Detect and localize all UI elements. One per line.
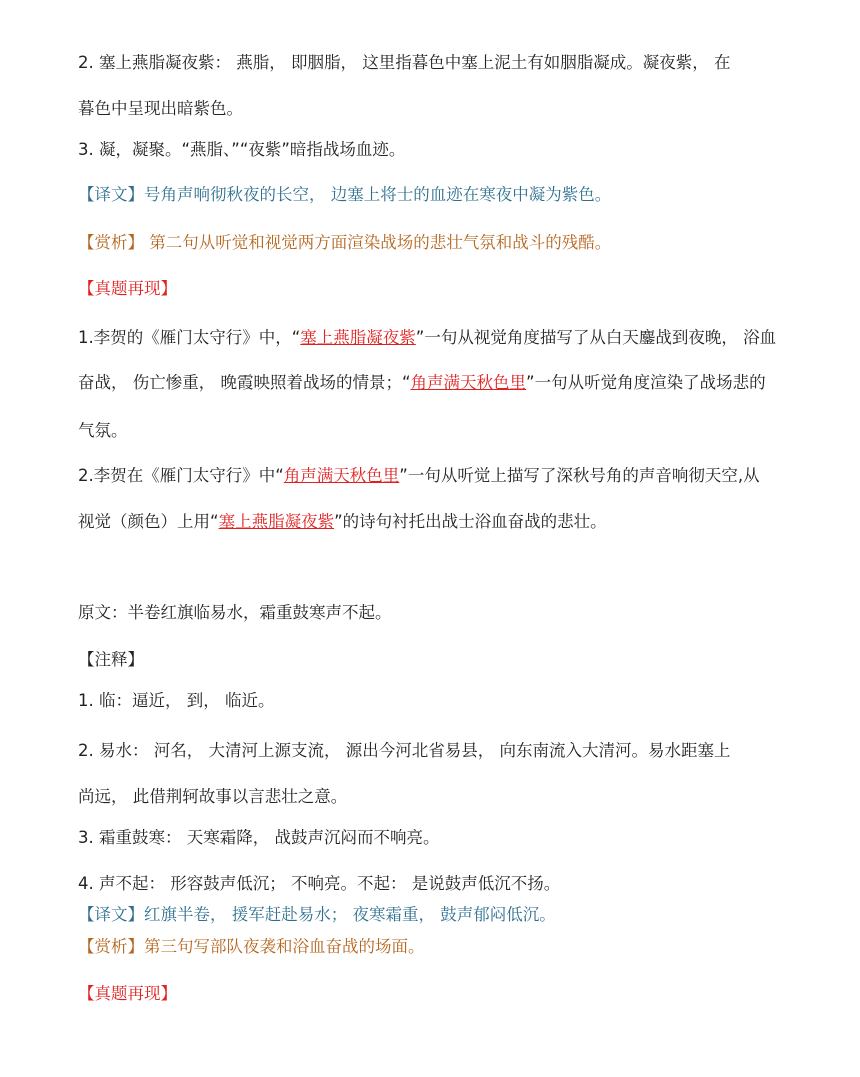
note-2b-line-2: 尚远， 此借荆轲故事以言悲壮之意。 <box>78 787 348 806</box>
q2-prefix: 2.李贺在《雁门太守行》中“ <box>78 466 284 485</box>
q2-line2-suffix: ”的诗句衬托出战士浴血奋战的悲壮。 <box>334 512 607 531</box>
q1-highlight-2: 角声满天秋色里 <box>410 373 527 392</box>
q1-highlight-1: 塞上燕脂凝夜紫 <box>300 328 416 347</box>
q1-line2-suffix: ”一句从听觉角度渲染了战场悲的 <box>526 373 766 392</box>
note-3: 3. 凝，凝聚。“燕脂、”“夜紫”暗指战场血迹。 <box>78 140 406 159</box>
note-2b-line-1: 2. 易水： 河名， 大清河上源支流， 源出今河北省易县， 向东南流入大清河。易水距塞上 <box>78 741 731 760</box>
exam-heading-2: 【真题再现】 <box>78 984 177 1003</box>
translation-1: 【译文】号角声响彻秋夜的长空， 边塞上将士的血迹在寒夜中凝为紫色。 <box>78 185 612 204</box>
analysis-2: 【赏析】第三句写部队夜袭和浴血奋战的场面。 <box>78 937 425 956</box>
note-2-line-1: 2. 塞上燕脂凝夜紫： 燕脂， 即胭脂， 这里指暮色中塞上泥土有如胭脂凝成。凝夜紫， 在 <box>78 53 731 72</box>
analysis-1: 【赏析】 第二句从听觉和视觉两方面渲染战场的悲壮气氛和战斗的残酷。 <box>78 233 612 252</box>
note-1: 1. 临：逼近， 到， 临近。 <box>78 691 275 710</box>
note-2-line-2: 暮色中呈现出暗紫色。 <box>78 99 243 118</box>
q1-mid: ”一句从视觉角度描写了从白天鏖战到夜晚， 浴血 <box>415 328 777 347</box>
notes-heading: 【注释】 <box>78 650 144 669</box>
exam-question-1-line-1 <box>78 327 776 349</box>
exam-heading-1: 【真题再现】 <box>78 279 177 298</box>
q1-prefix: 1.李贺的《雁门太守行》中，“ <box>78 328 301 347</box>
exam-question-2-line-1 <box>78 465 760 487</box>
note-4: 4. 声不起： 形容鼓声低沉； 不响亮。不起： 是说鼓声低沉不扬。 <box>78 874 561 893</box>
q2-line2-prefix: 视觉（颜色）上用“ <box>78 512 219 531</box>
exam-question-1-line-2 <box>78 372 766 394</box>
translation-2: 【译文】红旗半卷， 援军赶赴易水； 夜寒霜重， 鼓声郁闷低沉。 <box>78 905 556 924</box>
exam-question-2-line-2 <box>78 511 607 533</box>
q1-line2-prefix: 奋战， 伤亡惨重， 晚霞映照着战场的情景；“ <box>78 373 411 392</box>
q2-suffix: ”一句从听觉上描写了深秋号角的声音响彻天空,从 <box>399 466 760 485</box>
exam-question-1-line-3: 气氛。 <box>78 421 128 440</box>
q2-highlight-2: 塞上燕脂凝夜紫 <box>218 512 335 531</box>
original-text: 原文：半卷红旗临易水，霜重鼓寒声不起。 <box>78 603 392 622</box>
q2-highlight-1: 角声满天秋色里 <box>283 466 400 485</box>
note-3b: 3. 霜重鼓寒： 天寒霜降， 战鼓声沉闷而不响亮。 <box>78 828 440 847</box>
